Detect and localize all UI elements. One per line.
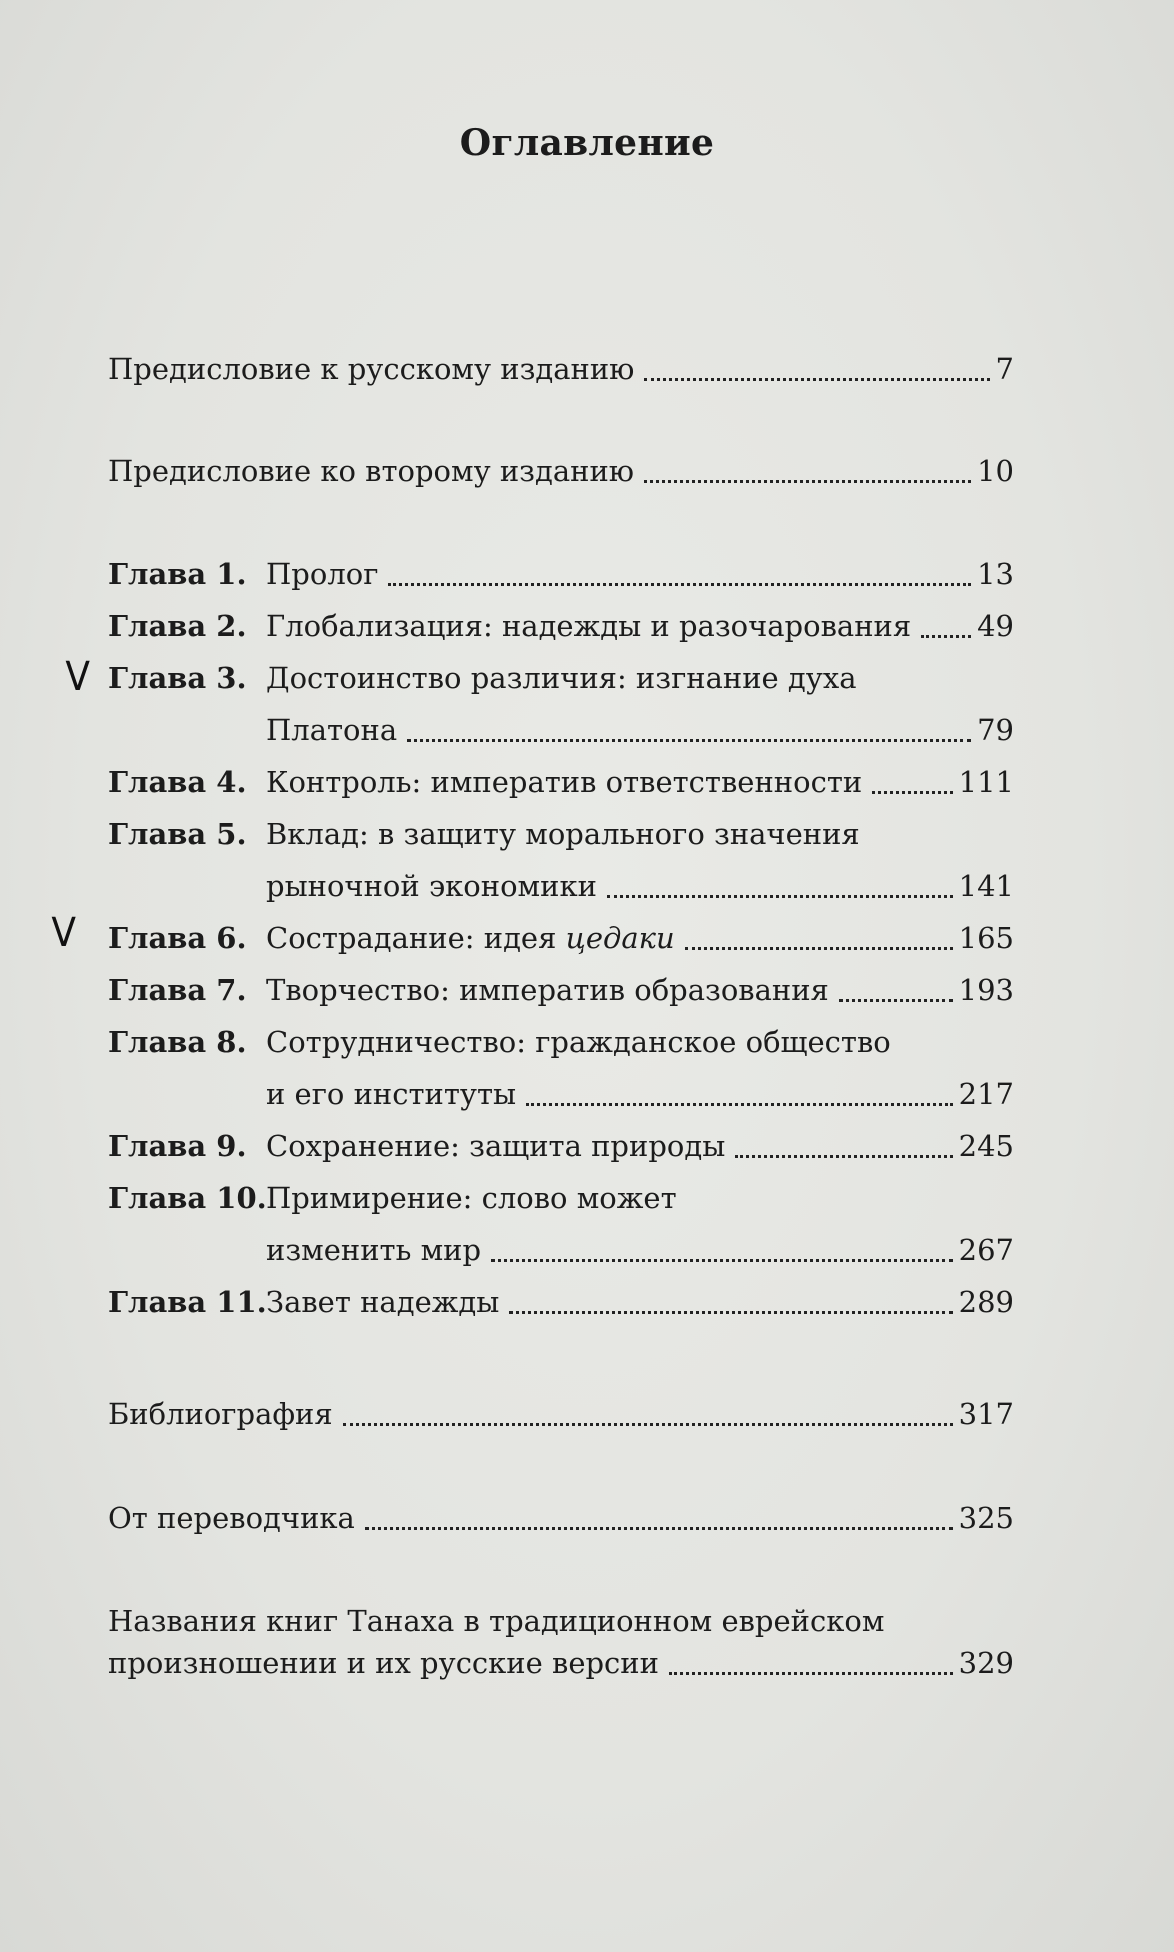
toc-entry-tanakh-names-cont — [108, 1640, 1014, 1686]
chapter-title: Творчество: императив образования — [266, 973, 829, 1007]
toc-entry-chapter-3 — [108, 655, 1014, 701]
toc-page-number: 7 — [995, 352, 1014, 386]
chapter-number: Глава 3. — [108, 661, 247, 695]
toc-entry-bibliography — [108, 1391, 1014, 1437]
toc-entry-chapter-9 — [108, 1123, 1014, 1169]
leader-dots — [509, 1311, 952, 1314]
chapter-number: Глава 2. — [108, 609, 247, 643]
toc-entry-chapter-11 — [108, 1279, 1014, 1325]
leader-dots — [491, 1259, 953, 1262]
leader-dots — [735, 1155, 952, 1158]
toc-entry-label: От переводчика — [108, 1501, 355, 1535]
chapter-number: Глава 1. — [108, 557, 247, 591]
chapter-number: Глава 7. — [108, 973, 247, 1007]
chapter-title: Примирение: слово может — [266, 1181, 677, 1215]
chapter-title-text: Сострадание: идея — [266, 921, 557, 955]
leader-dots — [388, 583, 971, 586]
chapter-title-continued: Платона — [266, 713, 398, 747]
leader-dots — [839, 999, 953, 1002]
toc-entry-label: Предисловие к русскому изданию — [108, 352, 635, 386]
chapter-title: Пролог — [266, 557, 379, 591]
leader-dots — [644, 480, 971, 483]
toc-page-number: 245 — [958, 1129, 1014, 1163]
leader-dots — [872, 791, 952, 794]
toc-page-number: 317 — [958, 1397, 1014, 1431]
chapter-title: Вклад: в защиту морального значения — [266, 817, 860, 851]
chapter-number: Глава 4. — [108, 765, 247, 799]
toc-page-number: 141 — [958, 869, 1014, 903]
leader-dots — [343, 1423, 953, 1426]
toc-entry-chapter-2 — [108, 603, 1014, 649]
toc-page-number: 325 — [958, 1501, 1014, 1535]
toc-entry-chapter-7 — [108, 967, 1014, 1013]
toc-entry-chapter-5 — [108, 811, 1014, 857]
toc-entry-chapter-4 — [108, 759, 1014, 805]
leader-dots — [365, 1527, 953, 1530]
toc-page-number: 289 — [958, 1285, 1014, 1319]
chapter-number: Глава 6. — [108, 921, 247, 955]
toc-page-number: 267 — [958, 1233, 1014, 1267]
chapter-title-italic: цедаки — [565, 921, 675, 955]
chapter-number: Глава 9. — [108, 1129, 247, 1163]
toc-entry-chapter-10-cont — [266, 1227, 1014, 1273]
toc-entry-chapter-10 — [108, 1175, 1014, 1221]
chapter-number: Глава 5. — [108, 817, 247, 851]
leader-dots — [407, 739, 971, 742]
toc-entry-preface-russian — [108, 346, 1014, 392]
chapter-number: Глава 10. — [108, 1181, 267, 1215]
chapter-title-continued: рыночной экономики — [266, 869, 597, 903]
chapter-title: Завет надежды — [266, 1285, 500, 1319]
toc-entry-label: Библиография — [108, 1397, 333, 1431]
toc-page-number: 79 — [977, 713, 1014, 747]
toc-page-number: 217 — [958, 1077, 1014, 1111]
toc-entry-chapter-3-cont — [266, 707, 1014, 753]
handwritten-check-mark: V — [51, 910, 77, 956]
toc-entry-translator — [108, 1495, 1014, 1541]
toc-page-number: 329 — [958, 1646, 1014, 1680]
toc-entry-preface-second — [108, 448, 1014, 494]
toc-page-number: 13 — [977, 557, 1014, 591]
toc-entry-label: Названия книг Танаха в традиционном еврейском — [108, 1604, 885, 1638]
chapter-title: Глобализация: надежды и разочарования — [266, 609, 912, 643]
chapter-title — [266, 915, 675, 961]
toc-entry-chapter-5-cont — [266, 863, 1014, 909]
toc-entry-chapter-8 — [108, 1019, 1014, 1065]
page-title: Оглавление — [459, 122, 715, 164]
chapter-number: Глава 8. — [108, 1025, 247, 1059]
leader-dots — [607, 895, 953, 898]
toc-page-number: 49 — [977, 609, 1014, 643]
chapter-title-continued: изменить мир — [266, 1233, 482, 1267]
toc-entry-chapter-6 — [108, 915, 1014, 961]
leader-dots — [685, 947, 953, 950]
leader-dots — [921, 635, 971, 638]
toc-page-number: 193 — [958, 973, 1014, 1007]
toc-page-number: 165 — [958, 921, 1014, 955]
leader-dots — [644, 378, 989, 381]
toc-entry-label: Предисловие ко второму изданию — [108, 454, 635, 488]
chapter-number: Глава 11. — [108, 1285, 267, 1319]
handwritten-check-mark: V — [65, 654, 91, 700]
toc-entry-chapter-1 — [108, 551, 1014, 597]
chapter-title: Контроль: императив ответственности — [266, 765, 863, 799]
chapter-title: Сохранение: защита природы — [266, 1129, 726, 1163]
toc-page-number: 10 — [977, 454, 1014, 488]
toc-entry-label-continued: произношении и их русские версии — [108, 1646, 659, 1680]
chapter-title-continued: и его институты — [266, 1077, 517, 1111]
toc-page-number: 111 — [958, 765, 1014, 799]
toc-entry-chapter-8-cont — [266, 1071, 1014, 1117]
toc-entry-tanakh-names — [108, 1598, 1014, 1644]
chapter-title: Достоинство различия: изгнание духа — [266, 661, 857, 695]
chapter-title: Сотрудничество: гражданское общество — [266, 1025, 891, 1059]
leader-dots — [526, 1103, 953, 1106]
leader-dots — [669, 1672, 953, 1675]
